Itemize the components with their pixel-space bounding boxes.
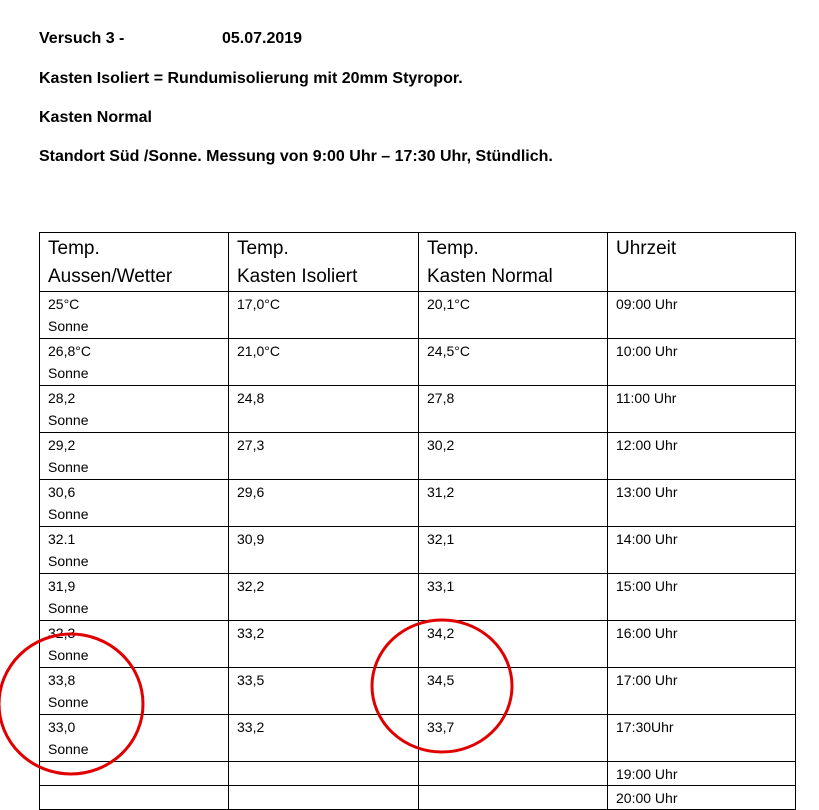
table-row: [40, 480, 796, 527]
document-title: Versuch 3 -: [39, 30, 125, 47]
cell-kasten-isoliert: [229, 762, 419, 786]
header-isoliert: Temp. Kasten Isoliert: [229, 233, 419, 292]
cell-kasten-isoliert: 29,6: [229, 480, 419, 527]
cell-kasten-normal: 34,2: [419, 621, 608, 668]
table-row: [40, 292, 796, 339]
cell-kasten-normal: [419, 762, 608, 786]
cell-kasten-isoliert: 21,0°C: [229, 339, 419, 386]
document-title-line: [39, 30, 303, 48]
cell-kasten-isoliert: 33,5: [229, 668, 419, 715]
cell-kasten-normal: [419, 786, 608, 810]
cell-kasten-normal: 31,2: [419, 480, 608, 527]
cell-uhrzeit: 19:00 Uhr: [608, 762, 796, 786]
table-row: [40, 621, 796, 668]
cell-kasten-isoliert: 33,2: [229, 715, 419, 762]
cell-aussen-wetter: 32.1 Sonne: [40, 527, 229, 574]
cell-uhrzeit: 11:00 Uhr: [608, 386, 796, 433]
cell-aussen-wetter: 33,0 Sonne: [40, 715, 229, 762]
document-date: 05.07.2019: [222, 30, 303, 47]
cell-kasten-normal: 33,7: [419, 715, 608, 762]
cell-kasten-isoliert: 33,2: [229, 621, 419, 668]
cell-aussen-wetter: [40, 762, 229, 786]
table-header-row: [40, 233, 796, 292]
cell-aussen-wetter: 25°C Sonne: [40, 292, 229, 339]
cell-kasten-isoliert: 24,8: [229, 386, 419, 433]
cell-kasten-isoliert: 32,2: [229, 574, 419, 621]
table-row: [40, 715, 796, 762]
cell-aussen-wetter: 33,8 Sonne: [40, 668, 229, 715]
table-row: [40, 527, 796, 574]
header-normal: Temp. Kasten Normal: [419, 233, 608, 292]
cell-aussen-wetter: 32,3 Sonne: [40, 621, 229, 668]
cell-aussen-wetter: [40, 786, 229, 810]
cell-uhrzeit: 20:00 Uhr: [608, 786, 796, 810]
measurement-table: [39, 232, 796, 810]
table-row: [40, 574, 796, 621]
cell-uhrzeit: 14:00 Uhr: [608, 527, 796, 574]
cell-aussen-wetter: 31,9 Sonne: [40, 574, 229, 621]
header-uhrzeit: Uhrzeit: [608, 233, 796, 292]
description-normal: Kasten Normal: [39, 109, 152, 126]
cell-aussen-wetter: 30,6 Sonne: [40, 480, 229, 527]
cell-aussen-wetter: 29,2 Sonne: [40, 433, 229, 480]
cell-uhrzeit: 17:00 Uhr: [608, 668, 796, 715]
table-row: [40, 668, 796, 715]
cell-kasten-normal: 27,8: [419, 386, 608, 433]
table-row: [40, 762, 796, 786]
cell-aussen-wetter: 28,2 Sonne: [40, 386, 229, 433]
cell-kasten-isoliert: 30,9: [229, 527, 419, 574]
table-row: [40, 386, 796, 433]
cell-kasten-normal: 34,5: [419, 668, 608, 715]
description-isoliert: Kasten Isoliert = Rundumisolierung mit 20mm Styropor.: [39, 70, 463, 87]
cell-kasten-normal: 20,1°C: [419, 292, 608, 339]
cell-uhrzeit: 12:00 Uhr: [608, 433, 796, 480]
table-row: [40, 339, 796, 386]
cell-kasten-isoliert: 17,0°C: [229, 292, 419, 339]
cell-uhrzeit: 09:00 Uhr: [608, 292, 796, 339]
cell-kasten-isoliert: 27,3: [229, 433, 419, 480]
cell-uhrzeit: 15:00 Uhr: [608, 574, 796, 621]
cell-kasten-normal: 32,1: [419, 527, 608, 574]
cell-uhrzeit: 16:00 Uhr: [608, 621, 796, 668]
cell-aussen-wetter: 26,8°C Sonne: [40, 339, 229, 386]
cell-kasten-normal: 24,5°C: [419, 339, 608, 386]
cell-kasten-normal: 33,1: [419, 574, 608, 621]
header-aussen: Temp. Aussen/Wetter: [40, 233, 229, 292]
cell-uhrzeit: 17:30Uhr: [608, 715, 796, 762]
cell-kasten-normal: 30,2: [419, 433, 608, 480]
description-standort: Standort Süd /Sonne. Messung von 9:00 Uhr – 17:30 Uhr, Stündlich.: [39, 148, 553, 165]
cell-kasten-isoliert: [229, 786, 419, 810]
cell-uhrzeit: 13:00 Uhr: [608, 480, 796, 527]
cell-uhrzeit: 10:00 Uhr: [608, 339, 796, 386]
table-row: [40, 786, 796, 810]
table-row: [40, 433, 796, 480]
